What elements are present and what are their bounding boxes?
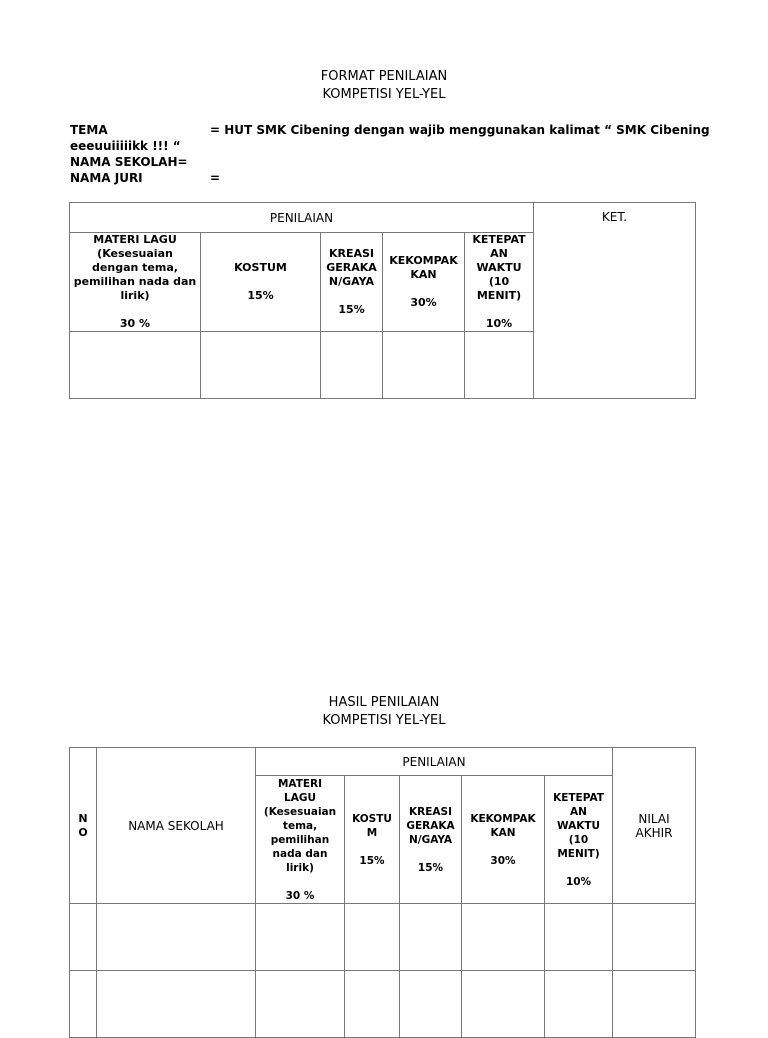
result-cell[interactable] — [613, 904, 696, 971]
score-cell-kostum[interactable] — [201, 332, 321, 399]
result-materi-header: MATERI LAGU (Kesesuaian tema, pemilihan nada dan lirik) 30 % — [256, 776, 345, 904]
result-cell[interactable] — [400, 904, 462, 971]
format-table — [69, 202, 696, 399]
result-cell[interactable] — [345, 971, 400, 1038]
result-cell[interactable] — [545, 904, 613, 971]
result-cell[interactable] — [613, 971, 696, 1038]
tema-label: TEMA — [70, 123, 108, 137]
result-cell[interactable] — [400, 971, 462, 1038]
result-title — [0, 694, 768, 730]
result-cell[interactable] — [97, 971, 256, 1038]
result-table — [69, 747, 696, 1038]
kreasi-header: KREASI GERAKA N/GAYA 15% — [321, 233, 383, 332]
result-cell[interactable] — [70, 904, 97, 971]
nama-sekolah-label: NAMA SEKOLAH= — [70, 155, 188, 169]
result-cell[interactable] — [97, 904, 256, 971]
form-title — [0, 68, 768, 104]
result-title-line1: HASIL PENILAIAN — [328, 695, 440, 710]
form-info — [70, 122, 710, 186]
result-kreasi-header: KREASI GERAKA N/GAYA 15% — [400, 776, 462, 904]
penilaian-header: PENILAIAN — [70, 203, 534, 233]
materi-lagu-header: MATERI LAGU (Kesesuaian dengan tema, pemilihan nada dan lirik) 30 % — [70, 233, 201, 332]
nama-juri-value: = — [210, 171, 221, 185]
nama-juri-label: NAMA JURI — [70, 171, 143, 185]
result-cell[interactable] — [462, 904, 545, 971]
result-kostum-header: KOSTU M 15% — [345, 776, 400, 904]
score-cell-ketepatan[interactable] — [465, 332, 534, 399]
score-cell-materi[interactable] — [70, 332, 201, 399]
score-cell-kreasi[interactable] — [321, 332, 383, 399]
result-ketepatan-header: KETEPAT AN WAKTU (10 MENIT) 10% — [545, 776, 613, 904]
result-title-line2: KOMPETISI YEL-YEL — [322, 713, 446, 728]
result-kekompakan-header: KEKOMPAK KAN 30% — [462, 776, 545, 904]
result-cell[interactable] — [70, 971, 97, 1038]
result-cell[interactable] — [256, 904, 345, 971]
ket-header: KET. — [534, 203, 696, 399]
tema-value: = HUT SMK Cibening dengan wajib menggunakan kalimat “ SMK Cibening — [210, 123, 710, 137]
ketepatan-waktu-header: KETEPAT AN WAKTU (10 MENIT) 10% — [465, 233, 534, 332]
form-title-line1: FORMAT PENILAIAN — [320, 69, 448, 84]
result-cell[interactable] — [345, 904, 400, 971]
nilai-akhir-header: NILAI AKHIR — [613, 748, 696, 904]
result-cell[interactable] — [545, 971, 613, 1038]
kostum-header: KOSTUM 15% — [201, 233, 321, 332]
nama-sekolah-header: NAMA SEKOLAH — [97, 748, 256, 904]
tema-continuation: eeeuuiiiiikk !!! “ — [70, 139, 181, 153]
no-header: N O — [70, 748, 97, 904]
kekompakan-header: KEKOMPAK KAN 30% — [383, 233, 465, 332]
result-penilaian-header: PENILAIAN — [256, 748, 613, 776]
result-cell[interactable] — [462, 971, 545, 1038]
score-cell-kekompakan[interactable] — [383, 332, 465, 399]
form-title-line2: KOMPETISI YEL-YEL — [322, 87, 446, 102]
result-cell[interactable] — [256, 971, 345, 1038]
